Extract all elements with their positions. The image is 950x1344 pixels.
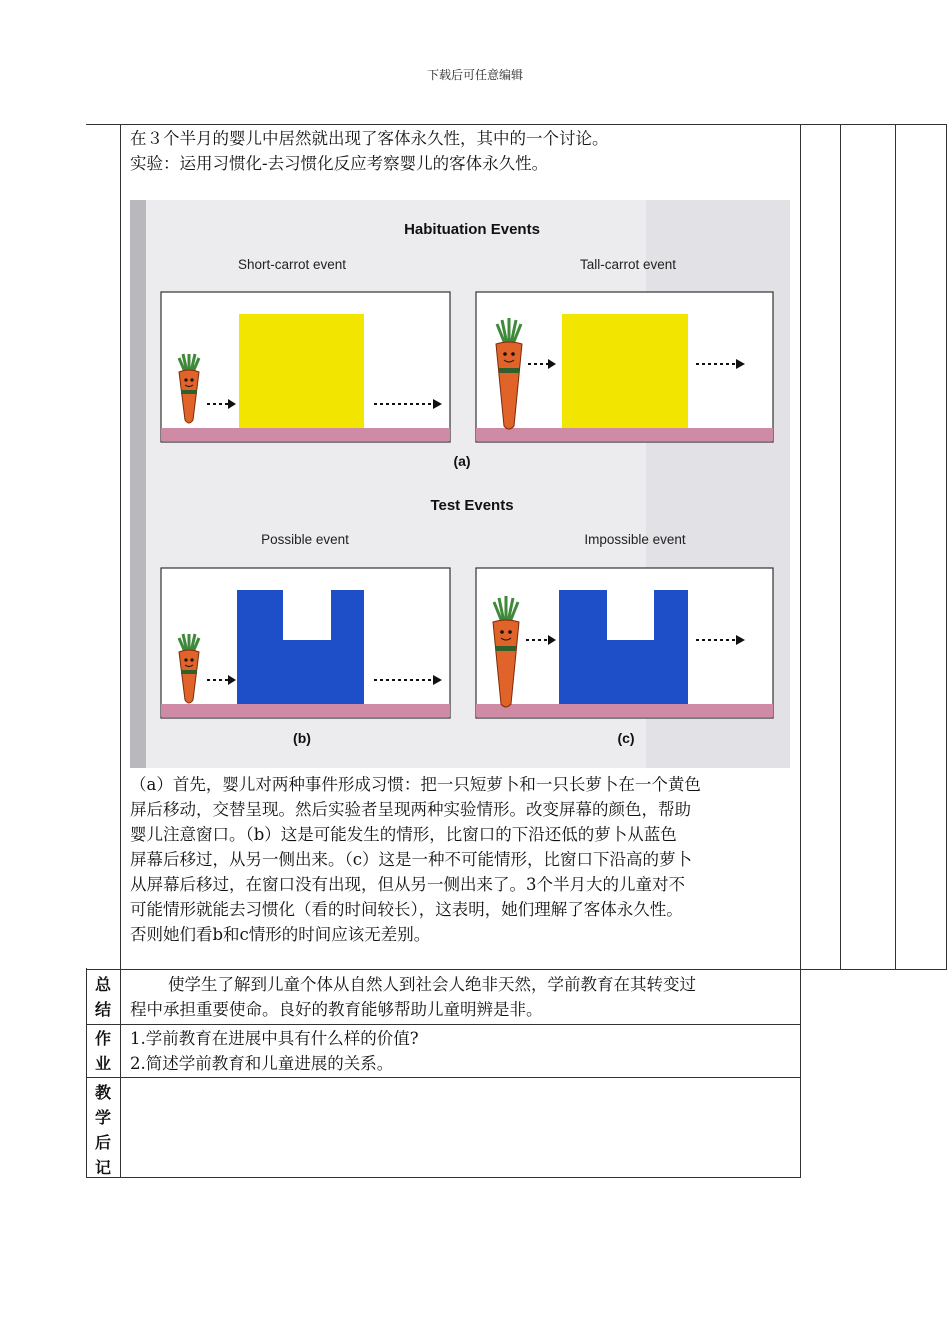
explanation-line: 婴儿注意窗口。（b）这是可能发生的情形，比窗口的下沿还低的萝卜从蓝色	[130, 825, 677, 844]
extra-col-1	[840, 124, 841, 970]
explanation-line: （a）首先，婴儿对两种事件形成习惯：把一只短萝卜和一只长萝卜在一个黄色	[130, 775, 701, 794]
extra-col-3	[946, 124, 947, 970]
header-note: 下载后可任意编辑	[426, 68, 523, 82]
homework-label: 作 业	[94, 1029, 111, 1073]
explanation-line: 否则她们看b和c情形的时间应该无差别。	[130, 925, 431, 944]
intro-text	[130, 126, 798, 176]
summary-text	[130, 972, 798, 1022]
panel-possible-event	[161, 568, 450, 718]
explanation-line: 屏后移动，交替呈现。然后实验者呈现两种实验情形。改变屏幕的颜色，帮助	[130, 800, 691, 819]
explanation-line: 可能情形就能去习惯化（看的时间较长），这表明，她们理解了客体永久性。	[130, 900, 683, 919]
experiment-figure	[130, 200, 790, 768]
impossible-label: Impossible event	[584, 532, 686, 547]
homework-item: 2.简述学前教育和儿童进展的关系。	[130, 1054, 394, 1073]
table-col-divider	[120, 124, 121, 1178]
summary-label: 总 结	[94, 975, 111, 1019]
panel-tall-carrot	[476, 292, 773, 442]
homework-list	[130, 1026, 798, 1076]
panel-short-carrot	[161, 292, 450, 442]
experiment-figure-svg	[130, 200, 790, 768]
homework-item: 1.学前教育在进展中具有什么样的价值?	[130, 1029, 419, 1048]
panel-a-label: (a)	[453, 453, 471, 469]
explanation-line: 从屏幕后移过，在窗口没有出现，但从另一侧出来了。3个半月大的儿童对不	[130, 875, 685, 894]
upper-section-bottom	[800, 969, 947, 970]
explanation-text	[130, 772, 798, 947]
panel-impossible-event	[476, 568, 773, 718]
possible-label: Possible event	[261, 532, 349, 547]
summary-line-2: 程中承担重要使命。良好的教育能够帮助儿童明辨是非。	[130, 1000, 543, 1019]
panel-b-label: (b)	[293, 730, 311, 746]
intro-line-1: 在３个半月的婴儿中居然就出现了客体永久性，其中的一个讨论。	[130, 129, 609, 148]
summary-line-1: 使学生了解到儿童个体从自然人到社会人绝非天然，学前教育在其转变过	[168, 975, 696, 994]
table-top-border	[86, 124, 947, 125]
habituation-title: Habituation Events	[404, 221, 540, 238]
figure-left-edge	[130, 200, 146, 768]
table-main-right-border	[800, 124, 801, 1178]
explanation-line: 屏幕后移过，从另一侧出来。（c）这是一种不可能情形，比窗口下沿高的萝卜	[130, 850, 692, 869]
test-title: Test Events	[430, 497, 514, 514]
extra-col-2	[895, 124, 896, 970]
table-bottom-border	[86, 1177, 801, 1178]
summary-row-top	[86, 969, 801, 970]
short-carrot-label: Short-carrot event	[237, 257, 347, 272]
tall-carrot-label: Tall-carrot event	[579, 257, 677, 272]
panel-c-label: (c)	[617, 730, 635, 746]
homework-row-top	[86, 1024, 801, 1025]
notes-row-top	[86, 1077, 801, 1078]
notes-label: 教 学 后 记	[94, 1083, 111, 1177]
intro-line-2: 实验：运用习惯化-去习惯化反应考察婴儿的客体永久性。	[130, 154, 549, 173]
